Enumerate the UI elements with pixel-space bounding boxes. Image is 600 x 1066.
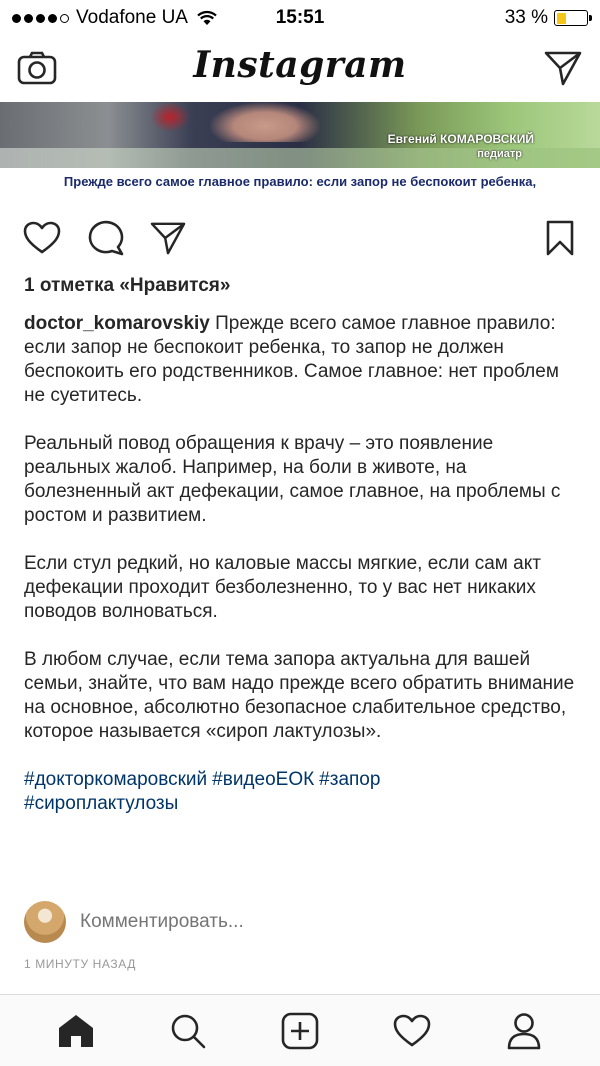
battery-level — [557, 13, 567, 24]
home-icon — [57, 1013, 95, 1049]
post-username[interactable]: doctor_komarovskiy — [24, 313, 210, 334]
direct-message-button[interactable] — [542, 48, 584, 88]
instagram-logo: Instagram — [193, 44, 407, 86]
likes-count[interactable]: 1 отметка «Нравится» — [24, 275, 231, 296]
hashtag-link[interactable]: #сироплактулозы — [24, 793, 179, 814]
clock: 15:51 — [275, 7, 325, 28]
post-timestamp: 1 МИНУТУ НАЗАД — [24, 957, 136, 971]
hashtag-link[interactable]: #запор — [319, 769, 381, 790]
activity-heart-icon — [393, 1014, 431, 1048]
post-media[interactable] — [0, 102, 600, 168]
comment-icon — [87, 220, 125, 256]
tab-home[interactable] — [54, 1009, 98, 1053]
video-nameplate — [388, 132, 534, 162]
direct-message-icon — [543, 50, 583, 86]
carrier-name: Vodafone UA — [76, 7, 188, 28]
comment-button[interactable] — [86, 218, 126, 258]
nameplate-name: Евгений КОМАРОВСКИЙ — [387, 132, 534, 146]
hashtag-link[interactable]: #видеоЕОК — [212, 769, 315, 790]
hashtag-link[interactable]: #докторкомаровский — [24, 769, 208, 790]
video-subtitle: Прежде всего самое главное правило: если запор не беспокоит ребенка, — [0, 168, 600, 196]
caption-paragraph: В любом случае, если тема запора актуальна для вашей семьи, знайте, что вам надо прежде всего обратить внимание на основное, абсолютно безопасное слабительное средство, которое называется «сироп лактулозы». — [24, 649, 575, 742]
caption-paragraph: Если стул редкий, но каловые массы мягкие, если сам акт дефекации проходит безболезненно, то у вас нет никаких поводов волноваться. — [24, 553, 541, 622]
wifi-icon — [196, 10, 218, 26]
post-actions — [0, 214, 600, 260]
tab-bar — [0, 994, 600, 1066]
signal-strength-icon — [12, 14, 69, 23]
comment-input[interactable] — [80, 911, 325, 933]
battery-percent: 33 % — [504, 7, 548, 28]
save-button[interactable] — [540, 218, 580, 258]
nameplate-role: педиатр — [477, 148, 522, 160]
tab-search[interactable] — [166, 1009, 210, 1053]
heart-icon — [23, 221, 61, 255]
caption-text: Прежде всего самое главное правило: если запор не беспокоит ребенка, то запор не должен беспокоить его родственников. Самое главное: нет проблем не суетитесь. — [24, 313, 559, 406]
bookmark-icon — [546, 220, 574, 256]
tab-profile[interactable] — [502, 1009, 546, 1053]
caption-paragraph: Реальный повод обращения к врачу – это появление реальных жалоб. Например, на боли в животе, на болезненный акт дефекации, самое главное, на проблемы с ростом и развитием. — [24, 433, 561, 526]
caption-paragraph — [24, 312, 580, 408]
status-bar — [0, 0, 600, 36]
tab-activity[interactable] — [390, 1009, 434, 1053]
add-post-icon — [281, 1012, 319, 1050]
share-icon — [149, 221, 187, 255]
add-comment-row — [24, 900, 580, 944]
avatar — [24, 901, 66, 943]
search-icon — [170, 1013, 206, 1049]
profile-icon — [507, 1012, 541, 1050]
battery-icon — [554, 10, 588, 26]
share-button[interactable] — [148, 218, 188, 258]
hashtags — [24, 768, 580, 816]
like-button[interactable] — [22, 218, 62, 258]
tab-add-post[interactable] — [278, 1009, 322, 1053]
app-header — [0, 36, 600, 102]
post-caption — [24, 312, 580, 840]
